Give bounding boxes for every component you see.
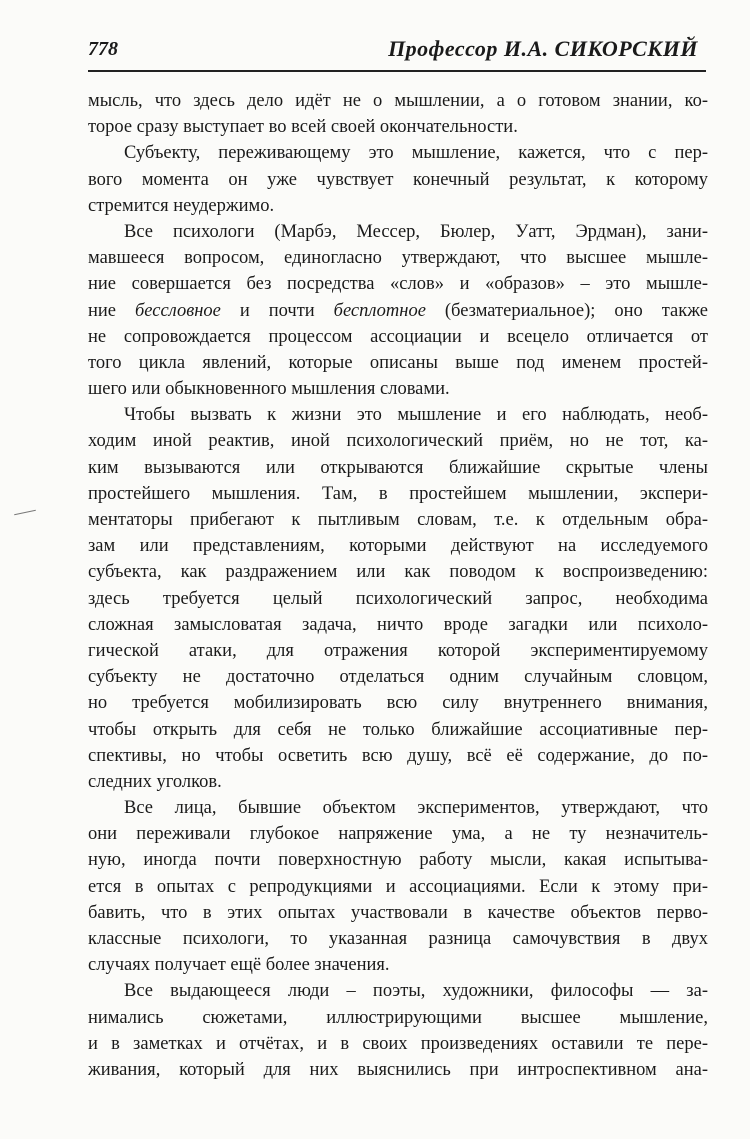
text-line: они переживали глубокое напряжение ума, а не ту незначитель- [88, 824, 708, 845]
paragraph [88, 795, 708, 978]
text-line: Субъекту, переживающему это мышление, кажется, что с пер- [124, 143, 708, 164]
text-line: мысль, что здесь дело идёт не о мышлении, а о готовом знании, ко- [88, 91, 708, 111]
text-line: случаях получает ещё более значения. [88, 955, 390, 976]
text-line: торое сразу выступает во всей своей окончательности. [88, 117, 518, 138]
text-segment: (безматериальное); оно также [425, 300, 708, 321]
text-line: ходим иной реактив, иной психологический приём, но не тот, ка- [88, 431, 708, 452]
running-title: Профессор И.А. СИКОРСКИЙ [388, 36, 698, 61]
text-line: ние совершается без посредства «слов» и «образов» – это мышле- [88, 274, 708, 295]
text-line: следних уголков. [88, 771, 222, 792]
text-line: зам или представлениям, которыми действуют на исследуемого [88, 536, 708, 557]
text-line: живания, который для них выяснились при интроспективном ана- [88, 1059, 708, 1080]
text-segment: и почти [220, 300, 334, 321]
text-line: вого момента он уже чувствует конечный результат, к которому [88, 169, 708, 190]
page-header [88, 36, 706, 72]
italic-term: бессловное [134, 300, 221, 321]
text-line: стремится неудержимо. [88, 195, 275, 216]
text-line: чтобы открыть для себя не только ближайшие ассоциативные пер- [88, 719, 708, 740]
text-line: Все лица, бывшие объектом экспериментов, утверждают, что [124, 798, 708, 819]
text-line: шего или обыкновенного мышления словами. [88, 379, 450, 400]
text-line: гической атаки, для отражения которой экспериментируемому [88, 640, 708, 661]
paragraph [88, 219, 708, 402]
page-number: 778 [88, 38, 118, 60]
margin-pencil-mark [14, 510, 36, 516]
text-line: бавить, что в этих опытах участвовали в качестве объектов перво- [88, 902, 708, 923]
text-line: мавшееся вопросом, единогласно утверждают, что высшее мышле- [88, 248, 708, 269]
text-line: Все выдающееся люди – поэты, художники, философы — за- [124, 981, 708, 1002]
text-line: ется в опытах с репродукциями и ассоциациями. Если к этому при- [88, 876, 708, 897]
text-line: ким вызываются или открываются ближайшие скрытые члены [88, 457, 708, 478]
text-line: субъекта, как раздражением или как поводом к воспроизведению: [88, 562, 708, 583]
text-line: того цикла явлений, которые описаны выше под именем простей- [88, 352, 708, 373]
text-line: субъекту не достаточно отделаться одним случайным словцом, [88, 667, 708, 688]
paragraph [88, 978, 708, 1083]
text-line: Чтобы вызвать к жизни это мышление и его наблюдать, необ- [124, 405, 708, 426]
paragraph [88, 402, 708, 795]
text-line: Все психологи (Марбэ, Мессер, Бюлер, Уатт, Эрдман), зани- [124, 221, 708, 242]
text-line: ную, иногда почти поверхностную работу мысли, какая испытыва- [88, 850, 708, 871]
paragraph [88, 140, 708, 219]
text-line: спективы, но чтобы осветить всю душу, всё её содержание, до по- [88, 745, 708, 766]
text-line: классные психологи, то указанная разница самочувствия в двух [88, 929, 708, 949]
italic-term: бесплотное [333, 300, 426, 321]
paragraph [88, 88, 708, 140]
text-line [88, 298, 708, 324]
text-line: здесь требуется целый психологический запрос, необходима [88, 588, 708, 609]
text-line: нимались сюжетами, иллюстрирующими высшее мышление, [88, 1007, 708, 1028]
text-line: ментаторы прибегают к пытливым словам, т.е. к отдельным обра- [88, 510, 708, 530]
text-line: не сопровождается процессом ассоциации и всецело отличается от [88, 326, 708, 347]
text-line: но требуется мобилизировать всю силу внутреннего внимания, [88, 693, 708, 714]
text-line: сложная замысловатая задача, ничто вроде загадки или психоло- [88, 614, 708, 635]
text-line: простейшего мышления. Там, в простейшем мышлении, экспери- [88, 483, 708, 504]
text-segment: ние [88, 300, 135, 321]
body-text [88, 88, 708, 1083]
text-line: и в заметках и отчётах, и в своих произведениях оставили те пере- [88, 1033, 708, 1054]
